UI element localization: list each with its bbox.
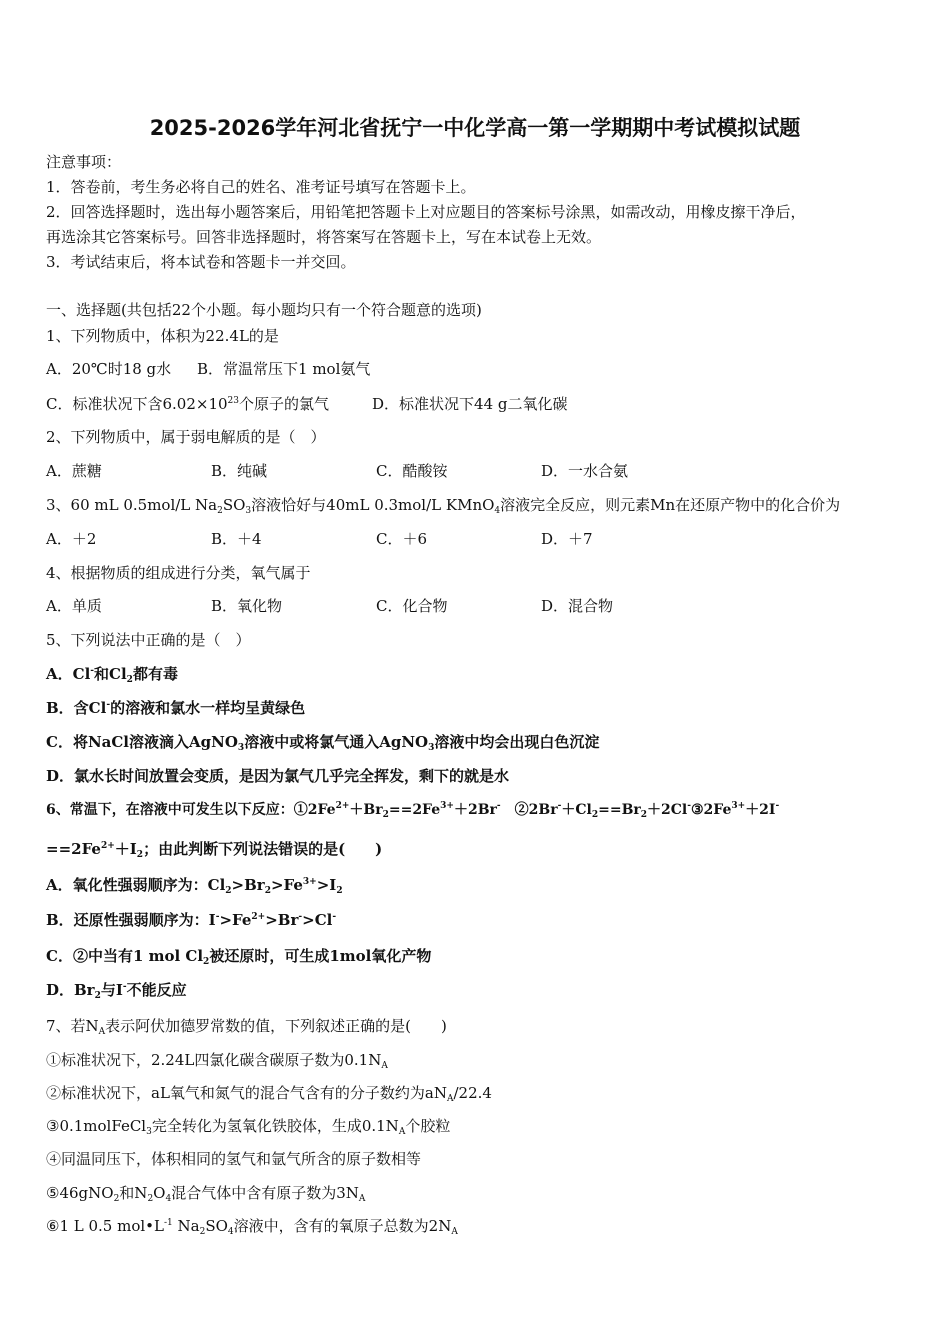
q7-stem: [46, 1016, 447, 1036]
q7-sub: 2: [199, 1227, 206, 1237]
q7-text: /22.4: [453, 1084, 492, 1102]
q6-b-text: >Cl: [302, 911, 333, 929]
q2-option-b: B．纯碱: [211, 462, 268, 480]
q7-item-4: ④同温同压下，体积相同的氢气和氩气所含的原子数相等: [46, 1150, 422, 1168]
q6-b-text: >Fe: [219, 911, 252, 929]
q5-c-sub: 3: [237, 743, 245, 753]
q2-option-d: D．一水合氨: [541, 462, 629, 480]
q7-text: 溶液中，含有的氧原子总数为2N: [233, 1217, 452, 1235]
q5-b-sup: -: [106, 700, 111, 710]
q5-a-text: A．Cl: [46, 665, 91, 683]
q6-text: ＋Br: [349, 802, 383, 818]
q7-text: O: [153, 1184, 166, 1202]
q4-option-a: A．单质: [46, 597, 102, 615]
q7-sub: 2: [113, 1194, 120, 1204]
q2-stem: 2、下列物质中，属于弱电解质的是（ ）: [46, 428, 326, 446]
q3-option-a: A．＋2: [46, 530, 97, 548]
q5-c-text: 溶液中或将氯气通入AgNO: [244, 733, 429, 751]
q5-option-d: D．氯水长时间放置会变质，是因为氯气几乎完全挥发，剩下的就是水: [46, 767, 510, 785]
q1-option-b: B．常温常压下1 mol氨气: [197, 360, 371, 378]
notice-item-1: 1．答卷前，考生务必将自己的姓名、准考证号填写在答题卡上。: [46, 178, 476, 196]
q7-sub: 4: [165, 1194, 172, 1204]
q7-sub: A: [358, 1194, 366, 1204]
q5-a-text: 和Cl: [94, 665, 127, 683]
q6-b-text: >Br: [265, 911, 299, 929]
q6-b-sup: 2+: [251, 912, 266, 922]
q6-c-sub: 2: [203, 957, 210, 967]
q5-a-text: 都有毒: [132, 665, 178, 683]
q7-text: 表示阿伏加德罗常数的值，下列叙述正确的是( ): [105, 1017, 447, 1035]
q6-a-sub: 2: [264, 886, 271, 896]
q6-sup: 2+: [100, 841, 115, 851]
q6-option-d: [46, 980, 187, 1000]
q7-sub: A: [446, 1094, 454, 1104]
q3-sub: 4: [494, 506, 501, 516]
section-heading: 一、选择题(共包括22个小题。每小题均只有一个符合题意的选项): [46, 301, 482, 319]
q6-sup: -: [496, 801, 501, 811]
q6-b-text: B．还原性强弱顺序为：I: [46, 911, 216, 929]
q6-a-sup: 3+: [302, 877, 317, 887]
q6-option-b: [46, 910, 336, 930]
q6-d-sup: -: [122, 982, 127, 992]
q4-option-b: B．氧化物: [211, 597, 283, 615]
q6-text: ==Br: [598, 802, 641, 818]
q6-sup: 3+: [440, 801, 454, 811]
q5-c-text: 溶液中均会出现白色沉淀: [434, 733, 600, 751]
q3-option-d: D．＋7: [541, 530, 593, 548]
q6-sup: 3+: [731, 801, 746, 811]
q5-c-text: C．将NaCl溶液滴入AgNO: [46, 733, 238, 751]
q4-option-d: D．混合物: [541, 597, 614, 615]
q7-item-6: [46, 1216, 458, 1236]
q7-sup: -1: [163, 1218, 173, 1228]
q5-option-a: [46, 664, 178, 684]
q3-stem-text: SO: [222, 496, 246, 514]
q5-b-text: 的溶液和氯水一样均呈黄绿色: [110, 699, 306, 717]
q6-sup: -: [775, 801, 780, 811]
q4-option-c: C．化合物: [376, 597, 448, 615]
q6-sub: 2: [136, 850, 144, 860]
q3-option-b: B．＋4: [211, 530, 262, 548]
q6-sub: 2: [382, 810, 389, 820]
q6-a-text: A．氧化性强弱顺序为：Cl: [46, 876, 226, 894]
q1-option-d: D．标准状况下44 g二氧化碳: [372, 395, 568, 413]
q7-sub: 3: [146, 1127, 152, 1137]
q6-option-a: [46, 875, 343, 895]
q7-item-1: [46, 1050, 388, 1070]
q1-option-c-exponent: 23: [227, 396, 239, 406]
q7-text: ③0.1molFeCl: [46, 1117, 147, 1135]
q1-option-c-text: C．标准状况下含6.02×10: [46, 395, 228, 413]
q7-text: ⑤46gNO: [46, 1184, 114, 1202]
q6-stem-line-2: [46, 839, 382, 859]
q5-option-c: [46, 732, 599, 752]
q7-sub: 2: [147, 1194, 154, 1204]
q6-text: ＋Cl: [561, 802, 592, 818]
q3-sub: 3: [245, 506, 252, 516]
q5-a-sup: -: [90, 666, 95, 676]
q3-stem-text: 3、60 mL 0.5mol/L Na: [46, 496, 218, 514]
q7-text: Na: [172, 1217, 200, 1235]
q6-d-text: 不能反应: [126, 981, 187, 999]
q6-text: ＋I: [114, 840, 137, 858]
notice-heading: 注意事项：: [46, 153, 122, 171]
q7-item-5: [46, 1183, 365, 1203]
q6-c-text: C．②中当有1 mol Cl: [46, 947, 204, 965]
q5-stem: 5、下列说法中正确的是（ ）: [46, 631, 251, 649]
q6-sub: 2: [640, 810, 648, 820]
q6-sub: 2: [591, 810, 599, 820]
q6-text: ②2Br: [500, 802, 558, 818]
q6-a-sub: 2: [336, 886, 343, 896]
q6-d-text: 与I: [100, 981, 123, 999]
q6-text: ==2Fe: [46, 840, 101, 858]
q7-sub: A: [98, 1027, 106, 1037]
q3-sub: 2: [217, 506, 223, 516]
q6-text: ＋2Cl: [647, 802, 688, 818]
q7-text: 和N: [119, 1184, 148, 1202]
q7-sub: 4: [227, 1227, 234, 1237]
q6-b-sup: -: [298, 912, 303, 922]
q6-text: ③2Fe: [691, 802, 732, 818]
q6-a-sub: 2: [225, 886, 232, 896]
q6-d-text: D．Br: [46, 981, 95, 999]
q7-text: ②标准状况下，aL氧气和氮气的混合气含有的分子数约为aN: [46, 1084, 447, 1102]
q6-b-sup: -: [332, 912, 337, 922]
q6-a-text: >Br: [231, 876, 265, 894]
q7-text: ①标准状况下，2.24L四氯化碳含碳原子数为0.1N: [46, 1051, 382, 1069]
q7-text: 完全转化为氢氧化铁胶体，生成0.1N: [151, 1117, 399, 1135]
q1-option-c-text-end: 个原子的氯气: [239, 395, 330, 413]
q7-sub: A: [451, 1227, 458, 1237]
q5-option-b: [46, 698, 305, 718]
q7-text: SO: [205, 1217, 228, 1235]
q7-text: ⑥1 L 0.5 mol•L: [46, 1217, 164, 1235]
q4-stem: 4、根据物质的组成进行分类，氧气属于: [46, 564, 311, 582]
q6-a-text: >I: [316, 876, 337, 894]
q5-b-text: B．含Cl: [46, 699, 107, 717]
q6-text: ==2Fe: [388, 802, 441, 818]
notice-item-3: 3．考试结束后，将本试卷和答题卡一并交回。: [46, 253, 356, 271]
q6-stem-line-1: [46, 800, 779, 820]
q7-text: 个胶粒: [405, 1117, 451, 1135]
q6-text: 6、常温下，在溶液中可发生以下反应：①2Fe: [46, 802, 336, 818]
q2-option-c: C．酷酸铵: [376, 462, 448, 480]
q6-c-text: 被还原时，可生成1mol氧化产物: [209, 947, 432, 965]
q3-stem: [46, 495, 840, 515]
q3-stem-text: 溶液完全反应，则元素Mn在还原产物中的化合价为: [500, 496, 841, 514]
notice-item-2: 2．回答选择题时，选出每小题答案后，用铅笔把答题卡上对应题目的答案标号涂黑，如需改动，用橡皮擦干净后，: [46, 203, 806, 221]
q1-option-a: A．20℃时18 g水: [46, 360, 172, 378]
q6-option-c: [46, 946, 431, 966]
q6-d-sub: 2: [94, 991, 101, 1001]
q5-c-sub: 3: [428, 743, 435, 753]
q2-option-a: A．蔗糖: [46, 462, 102, 480]
q7-sub: A: [398, 1127, 406, 1137]
q6-b-sup: -: [215, 912, 220, 922]
q6-a-text: >Fe: [270, 876, 303, 894]
q6-sup: -: [557, 801, 562, 811]
exam-title: 2025-2026学年河北省抚宁一中化学高一第一学期期中考试模拟试题: [149, 116, 801, 140]
notice-item-2-cont: 再选涂其它答案标号。回答非选择题时，将答案写在答题卡上，写在本试卷上无效。: [46, 228, 602, 246]
q5-a-sub: 2: [126, 675, 133, 685]
q3-option-c: C．＋6: [376, 530, 428, 548]
q6-sup: 2+: [335, 801, 350, 811]
q6-sup: -: [687, 801, 691, 811]
q6-text: ＋2Br: [453, 802, 497, 818]
q6-text: ；由此判断下列说法错误的是( ): [143, 840, 383, 858]
q1-stem: 1、下列物质中，体积为22.4L的是: [46, 327, 279, 345]
q7-sub: A: [381, 1061, 388, 1071]
q7-item-2: [46, 1083, 492, 1103]
q7-text: 混合气体中含有原子数为3N: [171, 1184, 359, 1202]
q3-stem-text: 溶液恰好与40mL 0.3mol/L KMnO: [251, 496, 495, 514]
q6-text: ＋2I: [745, 802, 776, 818]
q7-item-3: [46, 1116, 450, 1136]
q1-option-c: [46, 394, 329, 414]
q7-text: 7、若N: [46, 1017, 99, 1035]
